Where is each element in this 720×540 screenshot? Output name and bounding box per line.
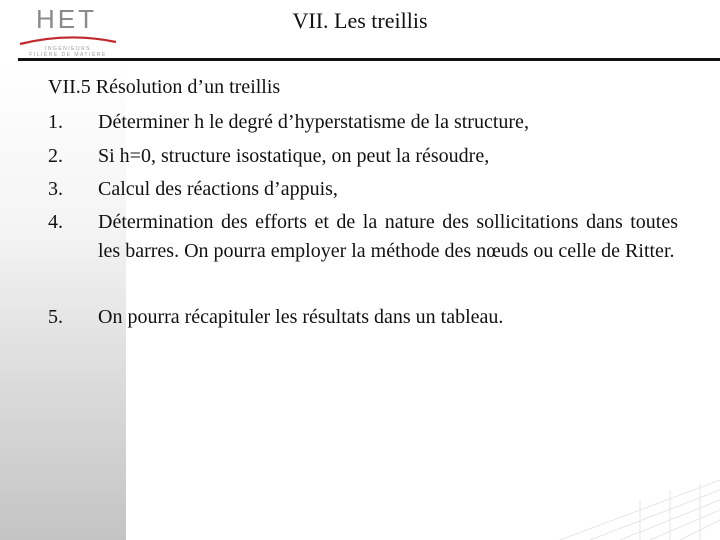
list-item bbox=[48, 108, 678, 137]
list-item-number: 5. bbox=[48, 306, 63, 328]
page-title: VII. Les treillis bbox=[292, 8, 428, 33]
list-item-number: 1. bbox=[48, 111, 63, 133]
list-item-text: Détermination des efforts et de la nature des sollicitations dans toutes les barres. On pourra employer la méthode des nœuds ou celle de Ritter. bbox=[98, 211, 678, 262]
section-title: VII.5 Résolution d’un treillis bbox=[48, 76, 281, 98]
header-divider bbox=[18, 58, 720, 61]
logo-letters: HET bbox=[36, 4, 97, 34]
list-item-text: Si h=0, structure isostatique, on peut la résoudre, bbox=[98, 145, 490, 167]
list-item-number: 3. bbox=[48, 178, 63, 200]
list-item bbox=[48, 303, 678, 332]
list-item-number: 2. bbox=[48, 145, 63, 167]
list-item-text: Déterminer h le degré d’hyperstatisme de la structure, bbox=[98, 111, 529, 133]
list-item-text: On pourra récapituler les résultats dans un tableau. bbox=[98, 306, 504, 328]
list-item-text: Calcul des réactions d’appuis, bbox=[98, 178, 338, 200]
list-item-number: 4. bbox=[48, 211, 63, 233]
list-item bbox=[48, 208, 678, 265]
logo-subtitle-2: FILIÈRE DE MATIÈRE bbox=[29, 52, 107, 58]
list-item bbox=[48, 142, 678, 171]
logo-subtitle-1: INGÉNIEURS bbox=[44, 46, 92, 52]
corner-decoration bbox=[520, 480, 720, 540]
list-item bbox=[48, 175, 678, 204]
